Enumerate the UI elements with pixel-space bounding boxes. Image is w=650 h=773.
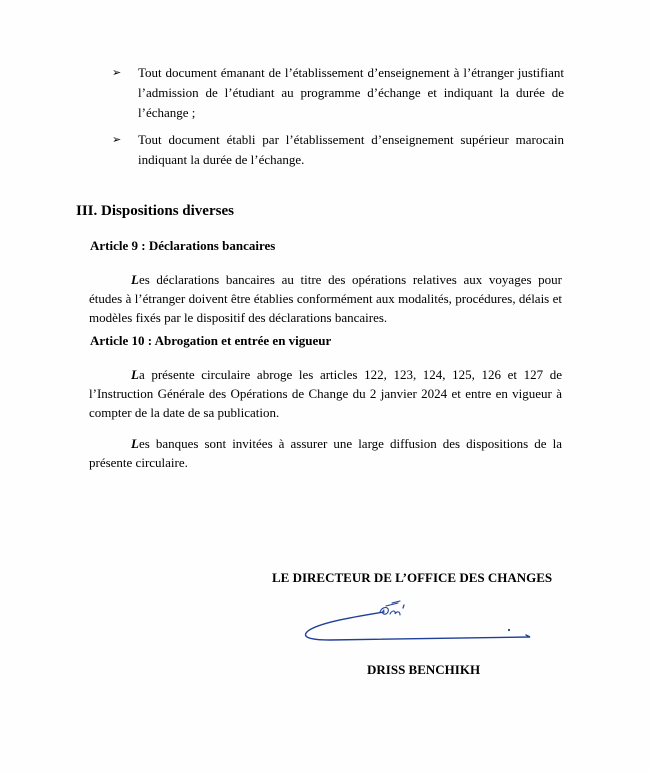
- signatory-title: LE DIRECTEUR DE L’OFFICE DES CHANGES: [272, 570, 553, 585]
- bullet-text: Tout document émanant de l’établissement d’enseignement à l’étranger justifiant l’admission de l’étudiant au programme d’échange et indiquant la durée de l’échange ;: [138, 65, 564, 120]
- arrow-bullet-icon: ➢: [112, 67, 122, 79]
- section-title: III. Dispositions diverses: [76, 203, 234, 219]
- handwritten-signature: [300, 598, 535, 648]
- signature-initials: [380, 601, 400, 615]
- article-10-title: Article 10 : Abrogation et entrée en vigueur: [90, 333, 332, 348]
- signature-stroke: [306, 612, 530, 640]
- paragraph-text: es banques sont invitées à assurer une large diffusion des dispositions de la présente circulaire.: [89, 436, 562, 470]
- bullet-item: [112, 130, 564, 170]
- paragraph-text: a présente circulaire abroge les articles 122, 123, 124, 125, 126 et 127 de l’Instruction Générale des Opérations de Change du 2 janvier 2024 et entre en vigueur à compter de la date de sa publication.: [89, 367, 562, 420]
- signatory-name: DRISS BENCHIKH: [367, 662, 481, 677]
- arrow-bullet-icon: ➢: [112, 134, 122, 146]
- paragraph-initial: L: [131, 367, 139, 382]
- closing-paragraph: [89, 434, 562, 472]
- bullet-item: [112, 63, 564, 123]
- paragraph-initial: L: [131, 436, 139, 451]
- article-9-title: Article 9 : Déclarations bancaires: [90, 238, 276, 253]
- bullet-text: Tout document établi par l’établissement d’enseignement supérieur marocain indiquant la durée de l’échange.: [138, 132, 564, 167]
- paragraph-initial: L: [131, 272, 139, 287]
- article-10-paragraph: [89, 365, 562, 422]
- signature-dot: [508, 629, 510, 631]
- signature-tick: [403, 605, 404, 608]
- article-9-paragraph: [89, 270, 562, 327]
- paragraph-text: es déclarations bancaires au titre des opérations relatives aux voyages pour études à l’étranger doivent être établies conformément aux modalités, procédures, délais et modèles fixés par le dispositif des déclarations bancaires.: [89, 272, 562, 325]
